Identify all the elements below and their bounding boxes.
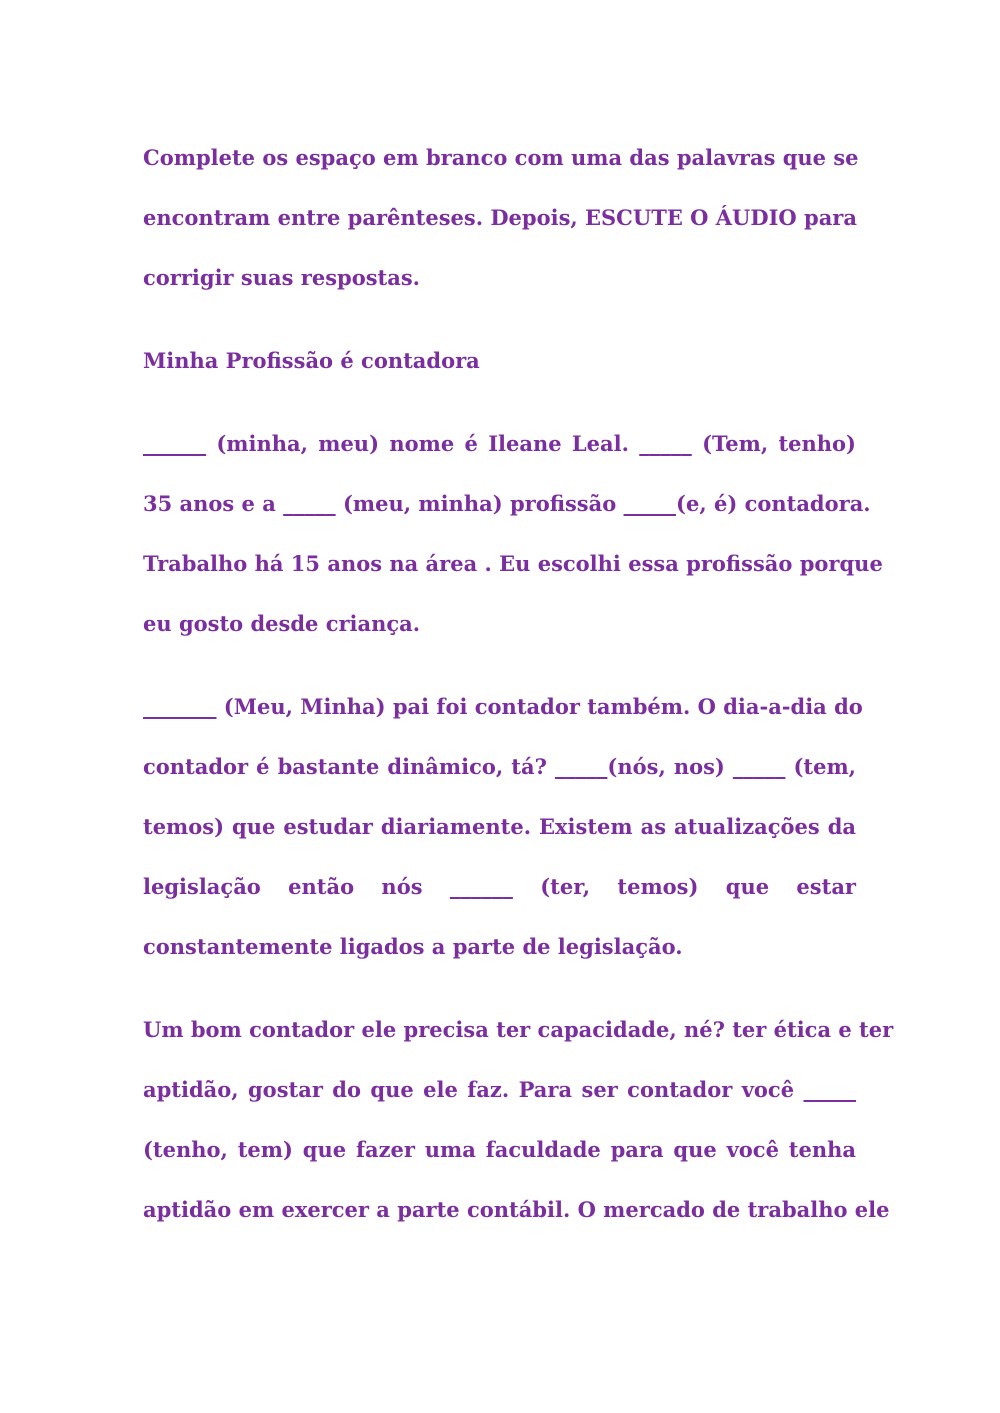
instructions-paragraph <box>143 128 859 308</box>
paragraph-line: Um bom contador ele precisa ter capacidade, né? ter ética e ter <box>143 1017 894 1042</box>
paragraph-2 <box>143 677 863 977</box>
paragraph-line: Trabalho há 15 anos na área . Eu escolhi essa profissão porque <box>143 551 883 576</box>
paragraph-line: aptidão, gostar do que ele faz. Para ser contador você _____ <box>143 1077 856 1102</box>
paragraph-line: (tenho, tem) que fazer uma faculdade para que você tenha <box>143 1137 856 1162</box>
paragraph-3 <box>143 1000 894 1240</box>
paragraph-line: eu gosto desde criança. <box>143 611 421 636</box>
instructions-line: corrigir suas respostas. <box>143 265 420 290</box>
paragraph-line: ______ (minha, meu) nome é Ileane Leal. _____ (Tem, tenho) <box>143 431 856 456</box>
text-title: Minha Profissão é contadora <box>143 348 480 373</box>
paragraph-line: 35 anos e a _____ (meu, minha) profissão _____(e, é) contadora. <box>143 491 871 516</box>
paragraph-line: _______ (Meu, Minha) pai foi contador também. O dia-a-dia do <box>143 694 863 719</box>
paragraph-line: legislação então nós ______ (ter, temos) que estar <box>143 874 856 899</box>
instructions-line: encontram entre parênteses. Depois, ESCUTE O ÁUDIO para <box>143 205 857 230</box>
paragraph-line: constantemente ligados a parte de legislação. <box>143 934 683 959</box>
paragraph-line: aptidão em exercer a parte contábil. O mercado de trabalho ele <box>143 1197 890 1222</box>
instructions-line: Complete os espaço em branco com uma das palavras que se <box>143 145 859 170</box>
worksheet-content <box>143 128 894 1263</box>
paragraph-1 <box>143 414 883 654</box>
paragraph-line: temos) que estudar diariamente. Existem as atualizações da <box>143 814 856 839</box>
paragraph-line: contador é bastante dinâmico, tá? _____(nós, nos) _____ (tem, <box>143 754 856 779</box>
